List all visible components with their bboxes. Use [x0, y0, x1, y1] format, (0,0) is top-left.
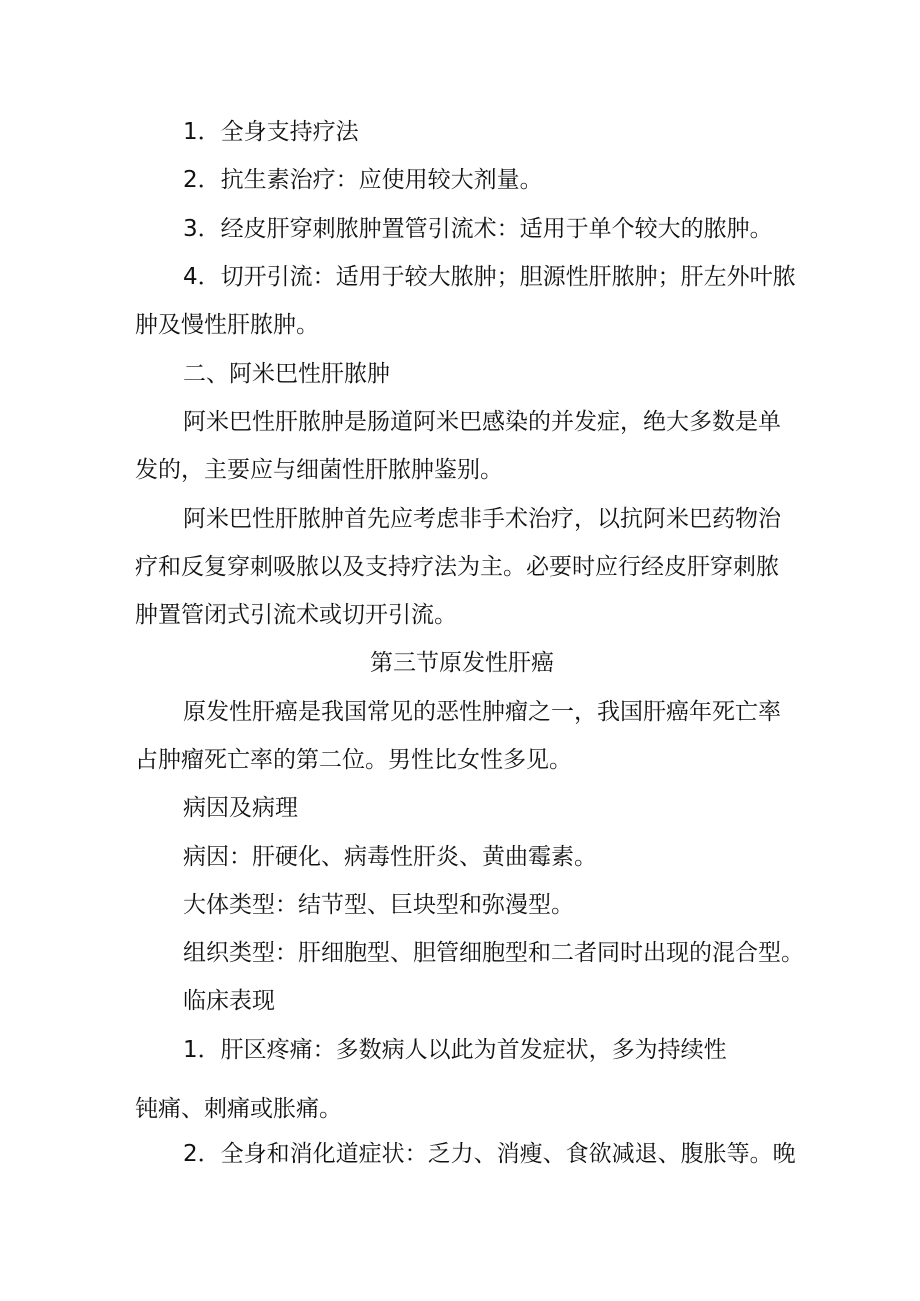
paragraph-line: 占肿瘤死亡率的第二位。男性比女性多见。: [135, 747, 572, 773]
treatment-item-2: 2．抗生素治疗：应使用较大剂量。: [183, 167, 543, 193]
section-heading-amoebic-abscess: 二、阿米巴性肝脓肿: [183, 361, 390, 387]
treatment-item-3: 3．经皮肝穿刺脓肿置管引流术：适用于单个较大的脓肿。: [183, 216, 773, 242]
subheading-etiology-pathology: 病因及病理: [183, 795, 298, 821]
paragraph-line: 肿置管闭式引流术或切开引流。: [135, 602, 457, 628]
treatment-item-4-continued: 肿及慢性肝脓肿。: [135, 312, 319, 338]
clinical-item-1: 1．肝区疼痛：多数病人以此为首发症状，多为持续性: [183, 1037, 727, 1063]
section-title-primary-liver-cancer: 第三节原发性肝癌: [370, 650, 554, 676]
treatment-item-4: 4．切开引流：适用于较大脓肿；胆源性肝脓肿；肝左外叶脓: [183, 264, 796, 290]
subheading-clinical-manifestations: 临床表现: [183, 988, 275, 1014]
paragraph-line: 疗和反复穿刺吸脓以及支持疗法为主。必要时应行经皮肝穿刺脓: [135, 554, 779, 580]
paragraph-line: 阿米巴性肝脓肿首先应考虑非手术治疗，以抗阿米巴药物治: [183, 506, 781, 532]
paragraph-line: 病因：肝硬化、病毒性肝炎、黄曲霉素。: [183, 844, 597, 870]
paragraph-line: 发的，主要应与细菌性肝脓肿鉴别。: [135, 457, 503, 483]
clinical-item-2: 2．全身和消化道症状：乏力、消瘦、食欲减退、腹胀等。晚: [183, 1141, 796, 1167]
clinical-item-1-continued: 钝痛、刺痛或胀痛。: [135, 1096, 342, 1122]
paragraph-line: 原发性肝癌是我国常见的恶性肿瘤之一，我国肝癌年死亡率: [183, 699, 781, 725]
paragraph-line: 阿米巴性肝脓肿是肠道阿米巴感染的并发症，绝大多数是单: [183, 409, 781, 435]
paragraph-line: 大体类型：结节型、巨块型和弥漫型。: [183, 892, 574, 918]
paragraph-line: 组织类型：肝细胞型、胆管细胞型和二者同时出现的混合型。: [183, 940, 804, 966]
treatment-item-1: 1．全身支持疗法: [183, 119, 359, 145]
